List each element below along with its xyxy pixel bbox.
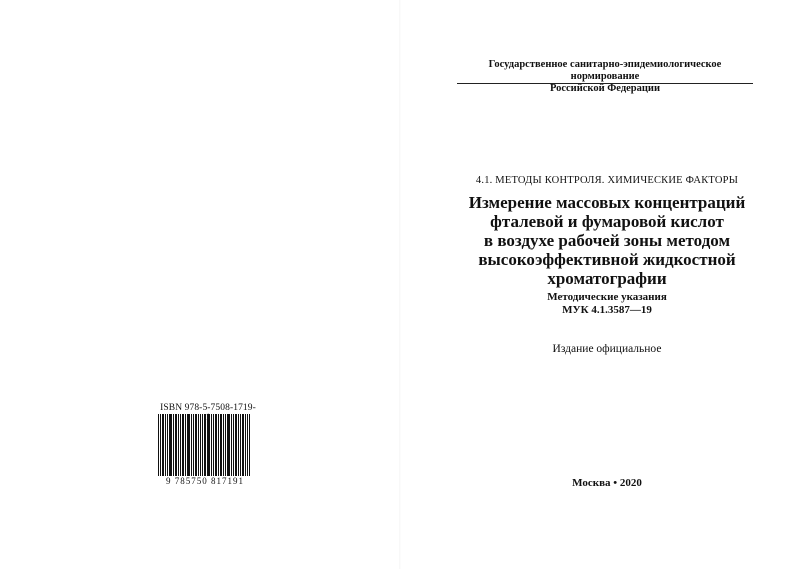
document-title xyxy=(440,193,774,288)
barcode-digits: 9 785750 817191 xyxy=(158,476,252,486)
isbn-number: ISBN 978-5-7508-1719- xyxy=(160,403,256,413)
issuer-line-1: Государственное санитарно-эпидемиологическое нормирование xyxy=(488,59,722,82)
edition-note: Издание официальное xyxy=(552,343,662,355)
title-line: в воздухе рабочей зоны методом xyxy=(483,231,731,250)
issuer-header xyxy=(457,59,753,95)
publication-place-year: Москва • 2020 xyxy=(572,477,642,489)
page-gutter xyxy=(399,0,401,569)
header-divider xyxy=(457,83,753,84)
title-line: Измерение массовых концентраций xyxy=(468,193,746,212)
document-code: МУК 4.1.3587—19 xyxy=(562,304,652,316)
document-type: Методические указания xyxy=(547,291,667,303)
section-heading: 4.1. МЕТОДЫ КОНТРОЛЯ. ХИМИЧЕСКИЕ ФАКТОРЫ xyxy=(475,175,739,186)
issuer-line-2: Российской Федерации xyxy=(549,83,661,94)
document-subtitle xyxy=(440,291,774,317)
title-line: высокоэффективной жидкостной xyxy=(478,250,736,269)
title-line: хроматографии xyxy=(547,269,667,288)
title-line: фталевой и фумаровой кислот xyxy=(490,212,724,231)
